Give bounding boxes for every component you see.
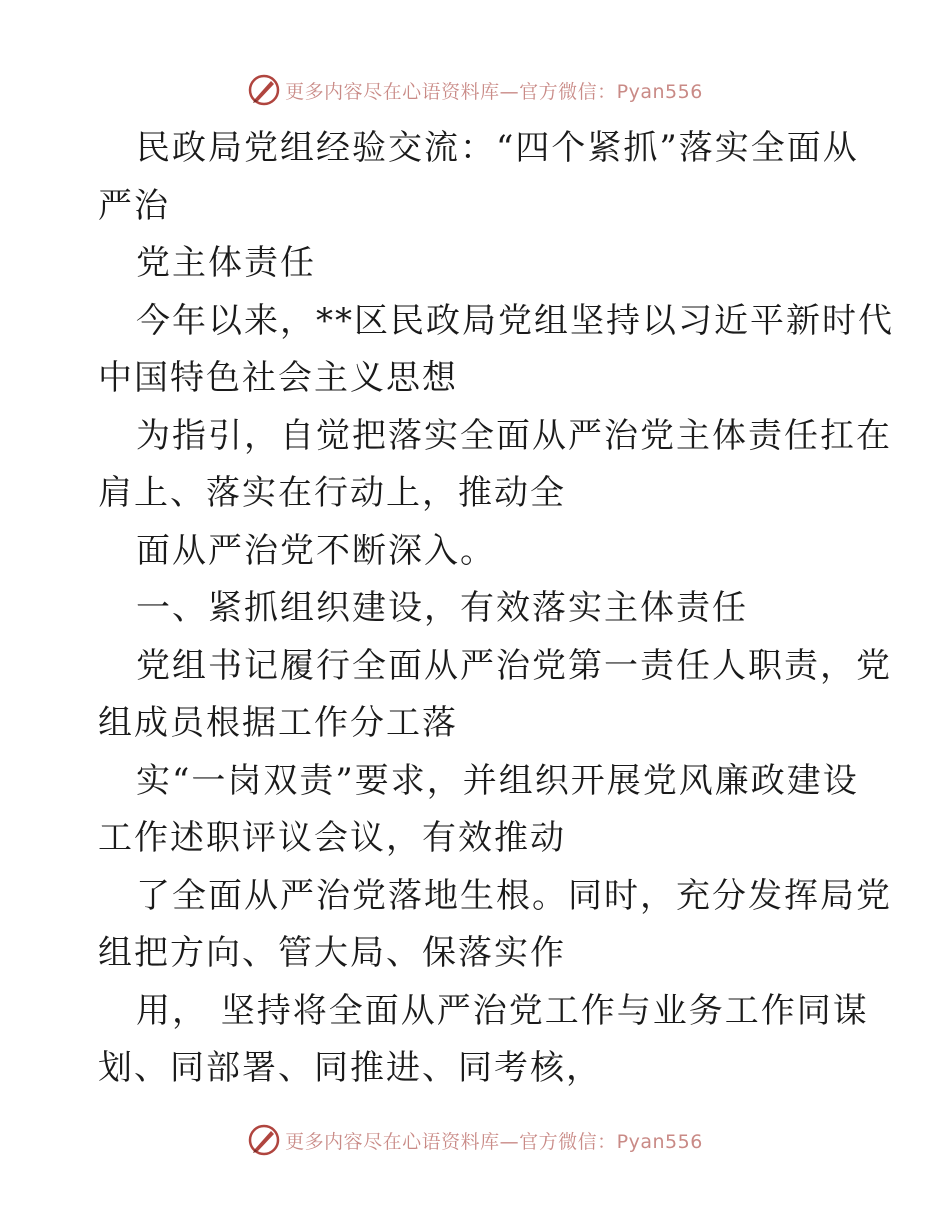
watermark-group <box>247 73 703 107</box>
quill-logo-icon <box>247 1123 281 1157</box>
quill-logo-icon <box>247 73 281 107</box>
text-line: 党主体责任 <box>136 243 316 283</box>
text-line: 组成员根据工作分工落 <box>98 703 458 743</box>
text-line: 一、紧抓组织建设，有效落实主体责任 <box>136 588 748 628</box>
text-line: 组把方向、管大局、保落实作 <box>98 933 566 973</box>
text-line: 严治 <box>98 185 170 226</box>
watermark-text: 更多内容尽在心语资料库—官方微信：Pyan556 <box>285 1130 703 1153</box>
watermark-group <box>247 1123 703 1157</box>
watermark-text: 更多内容尽在心语资料库—官方微信：Pyan556 <box>285 80 703 103</box>
text-line: 肩上、落实在行动上，推动全 <box>98 473 566 513</box>
document-body <box>98 120 894 1098</box>
text-line: 了全面从严治党落地生根。同时，充分发挥局党 <box>136 875 892 916</box>
footer-watermark <box>0 1120 950 1160</box>
text-line: 民政局党组经验交流：“四个紧抓”落实全面从 <box>136 128 859 168</box>
text-line: 为指引，自觉把落实全面从严治党主体责任扛在 <box>136 415 892 456</box>
header-watermark <box>0 70 950 110</box>
text-line: 实“一岗双责”要求，并组织开展党风廉政建设 <box>136 760 859 801</box>
text-line: 工作述职评议会议，有效推动 <box>98 818 566 858</box>
text-line: 今年以来，**区民政局党组坚持以习近平新时代 <box>136 300 894 341</box>
text-line: 党组书记履行全面从严治党第一责任人职责，党 <box>136 645 892 686</box>
text-line: 面从严治党不断深入。 <box>136 530 496 571</box>
text-line: 中国特色社会主义思想 <box>98 358 458 398</box>
text-line: 划、同部署、同推进、同考核， <box>98 1048 602 1088</box>
text-line: 用， 坚持将全面从严治党工作与业务工作同谋 <box>136 990 869 1031</box>
